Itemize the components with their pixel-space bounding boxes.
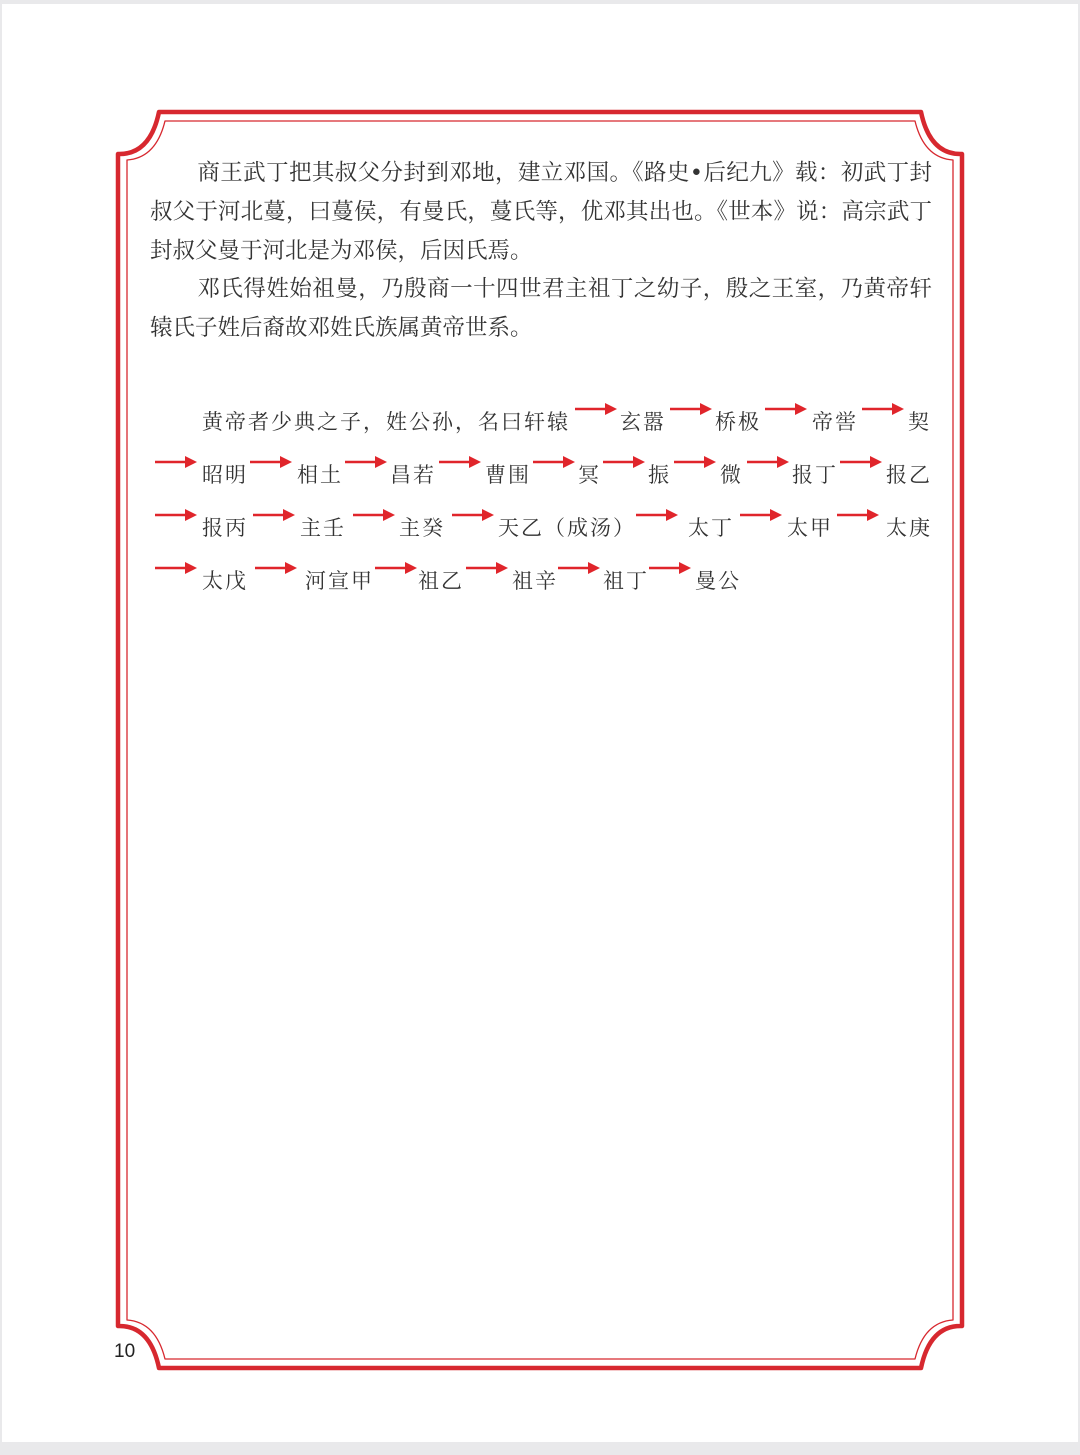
genealogy-node: 帝喾: [812, 410, 858, 434]
genealogy-node: 祖乙: [418, 569, 464, 593]
paragraph-2-text: 邓氏得姓始祖曼，乃殷商一十四世君主祖丁之幼子，殷之王室，乃黄帝轩辕氏子姓后裔故邓姓氏族属黄帝世系。: [150, 276, 932, 341]
paragraph-1-text: 商王武丁把其叔父分封到邓地，建立邓国。《路史•后纪九》载：初武丁封叔父于河北蔓，曰蔓侯，有曼氏，蔓氏等，优邓其出也。《世本》说：高宗武丁封叔父曼于河北是为邓侯，后因氏焉。: [150, 160, 932, 264]
arrow-right-icon: [375, 561, 417, 575]
genealogy-row: [150, 559, 936, 599]
arrow-right-icon: [636, 508, 678, 522]
arrow-right-icon: [558, 561, 600, 575]
arrow-right-icon: [452, 508, 494, 522]
genealogy-node: 玄嚣: [620, 410, 666, 434]
arrow-right-icon: [253, 508, 295, 522]
paragraph-2: [150, 270, 932, 348]
arrow-right-icon: [353, 508, 395, 522]
genealogy-node: 祖丁: [603, 569, 649, 593]
arrow-right-icon: [533, 455, 575, 469]
arrow-right-icon: [862, 402, 904, 416]
genealogy-node: 报丁: [792, 463, 838, 487]
arrow-right-icon: [765, 402, 807, 416]
genealogy-node: 振: [648, 463, 671, 487]
arrow-right-icon: [837, 508, 879, 522]
genealogy-node: 太庚: [886, 516, 932, 540]
arrow-right-icon: [250, 455, 292, 469]
genealogy-row: [150, 400, 936, 440]
genealogy-row: [150, 453, 936, 493]
arrow-right-icon: [649, 561, 691, 575]
genealogy-node: 祖辛: [512, 569, 558, 593]
arrow-right-icon: [670, 402, 712, 416]
genealogy-node: 报乙: [886, 463, 932, 487]
genealogy-node: 太丁: [688, 516, 734, 540]
genealogy-intro: 黄帝者少典之子，姓公孙，名曰轩辕: [202, 410, 570, 434]
genealogy-node: 契: [908, 410, 931, 434]
arrow-right-icon: [740, 508, 782, 522]
arrow-right-icon: [155, 455, 197, 469]
page-number: 10: [114, 1341, 136, 1362]
arrow-right-icon: [840, 455, 882, 469]
arrow-right-icon: [439, 455, 481, 469]
genealogy-node: 天乙（成汤）: [498, 516, 636, 540]
genealogy-row: [150, 506, 936, 546]
genealogy-node: 冥: [578, 463, 601, 487]
genealogy-node: 昭明: [202, 463, 248, 487]
genealogy-node: 曼公: [695, 569, 741, 593]
arrow-right-icon: [603, 455, 645, 469]
genealogy-node: 微: [720, 463, 743, 487]
arrow-right-icon: [575, 402, 617, 416]
arrow-right-icon: [345, 455, 387, 469]
arrow-right-icon: [155, 508, 197, 522]
arrow-right-icon: [255, 561, 297, 575]
genealogy-node: 主癸: [399, 516, 445, 540]
genealogy-node: 主壬: [300, 516, 346, 540]
genealogy-node: 河宣甲: [305, 569, 374, 593]
genealogy-node: 太戊: [202, 569, 248, 593]
genealogy-node: 太甲: [787, 516, 833, 540]
arrow-right-icon: [674, 455, 716, 469]
genealogy-node: 报丙: [202, 516, 248, 540]
arrow-right-icon: [155, 561, 197, 575]
genealogy-node: 曹围: [485, 463, 531, 487]
genealogy-node: 昌若: [390, 463, 436, 487]
genealogy-node: 相土: [297, 463, 343, 487]
genealogy-node: 桥极: [715, 410, 761, 434]
paragraph-1: [150, 154, 932, 271]
arrow-right-icon: [747, 455, 789, 469]
arrow-right-icon: [466, 561, 508, 575]
